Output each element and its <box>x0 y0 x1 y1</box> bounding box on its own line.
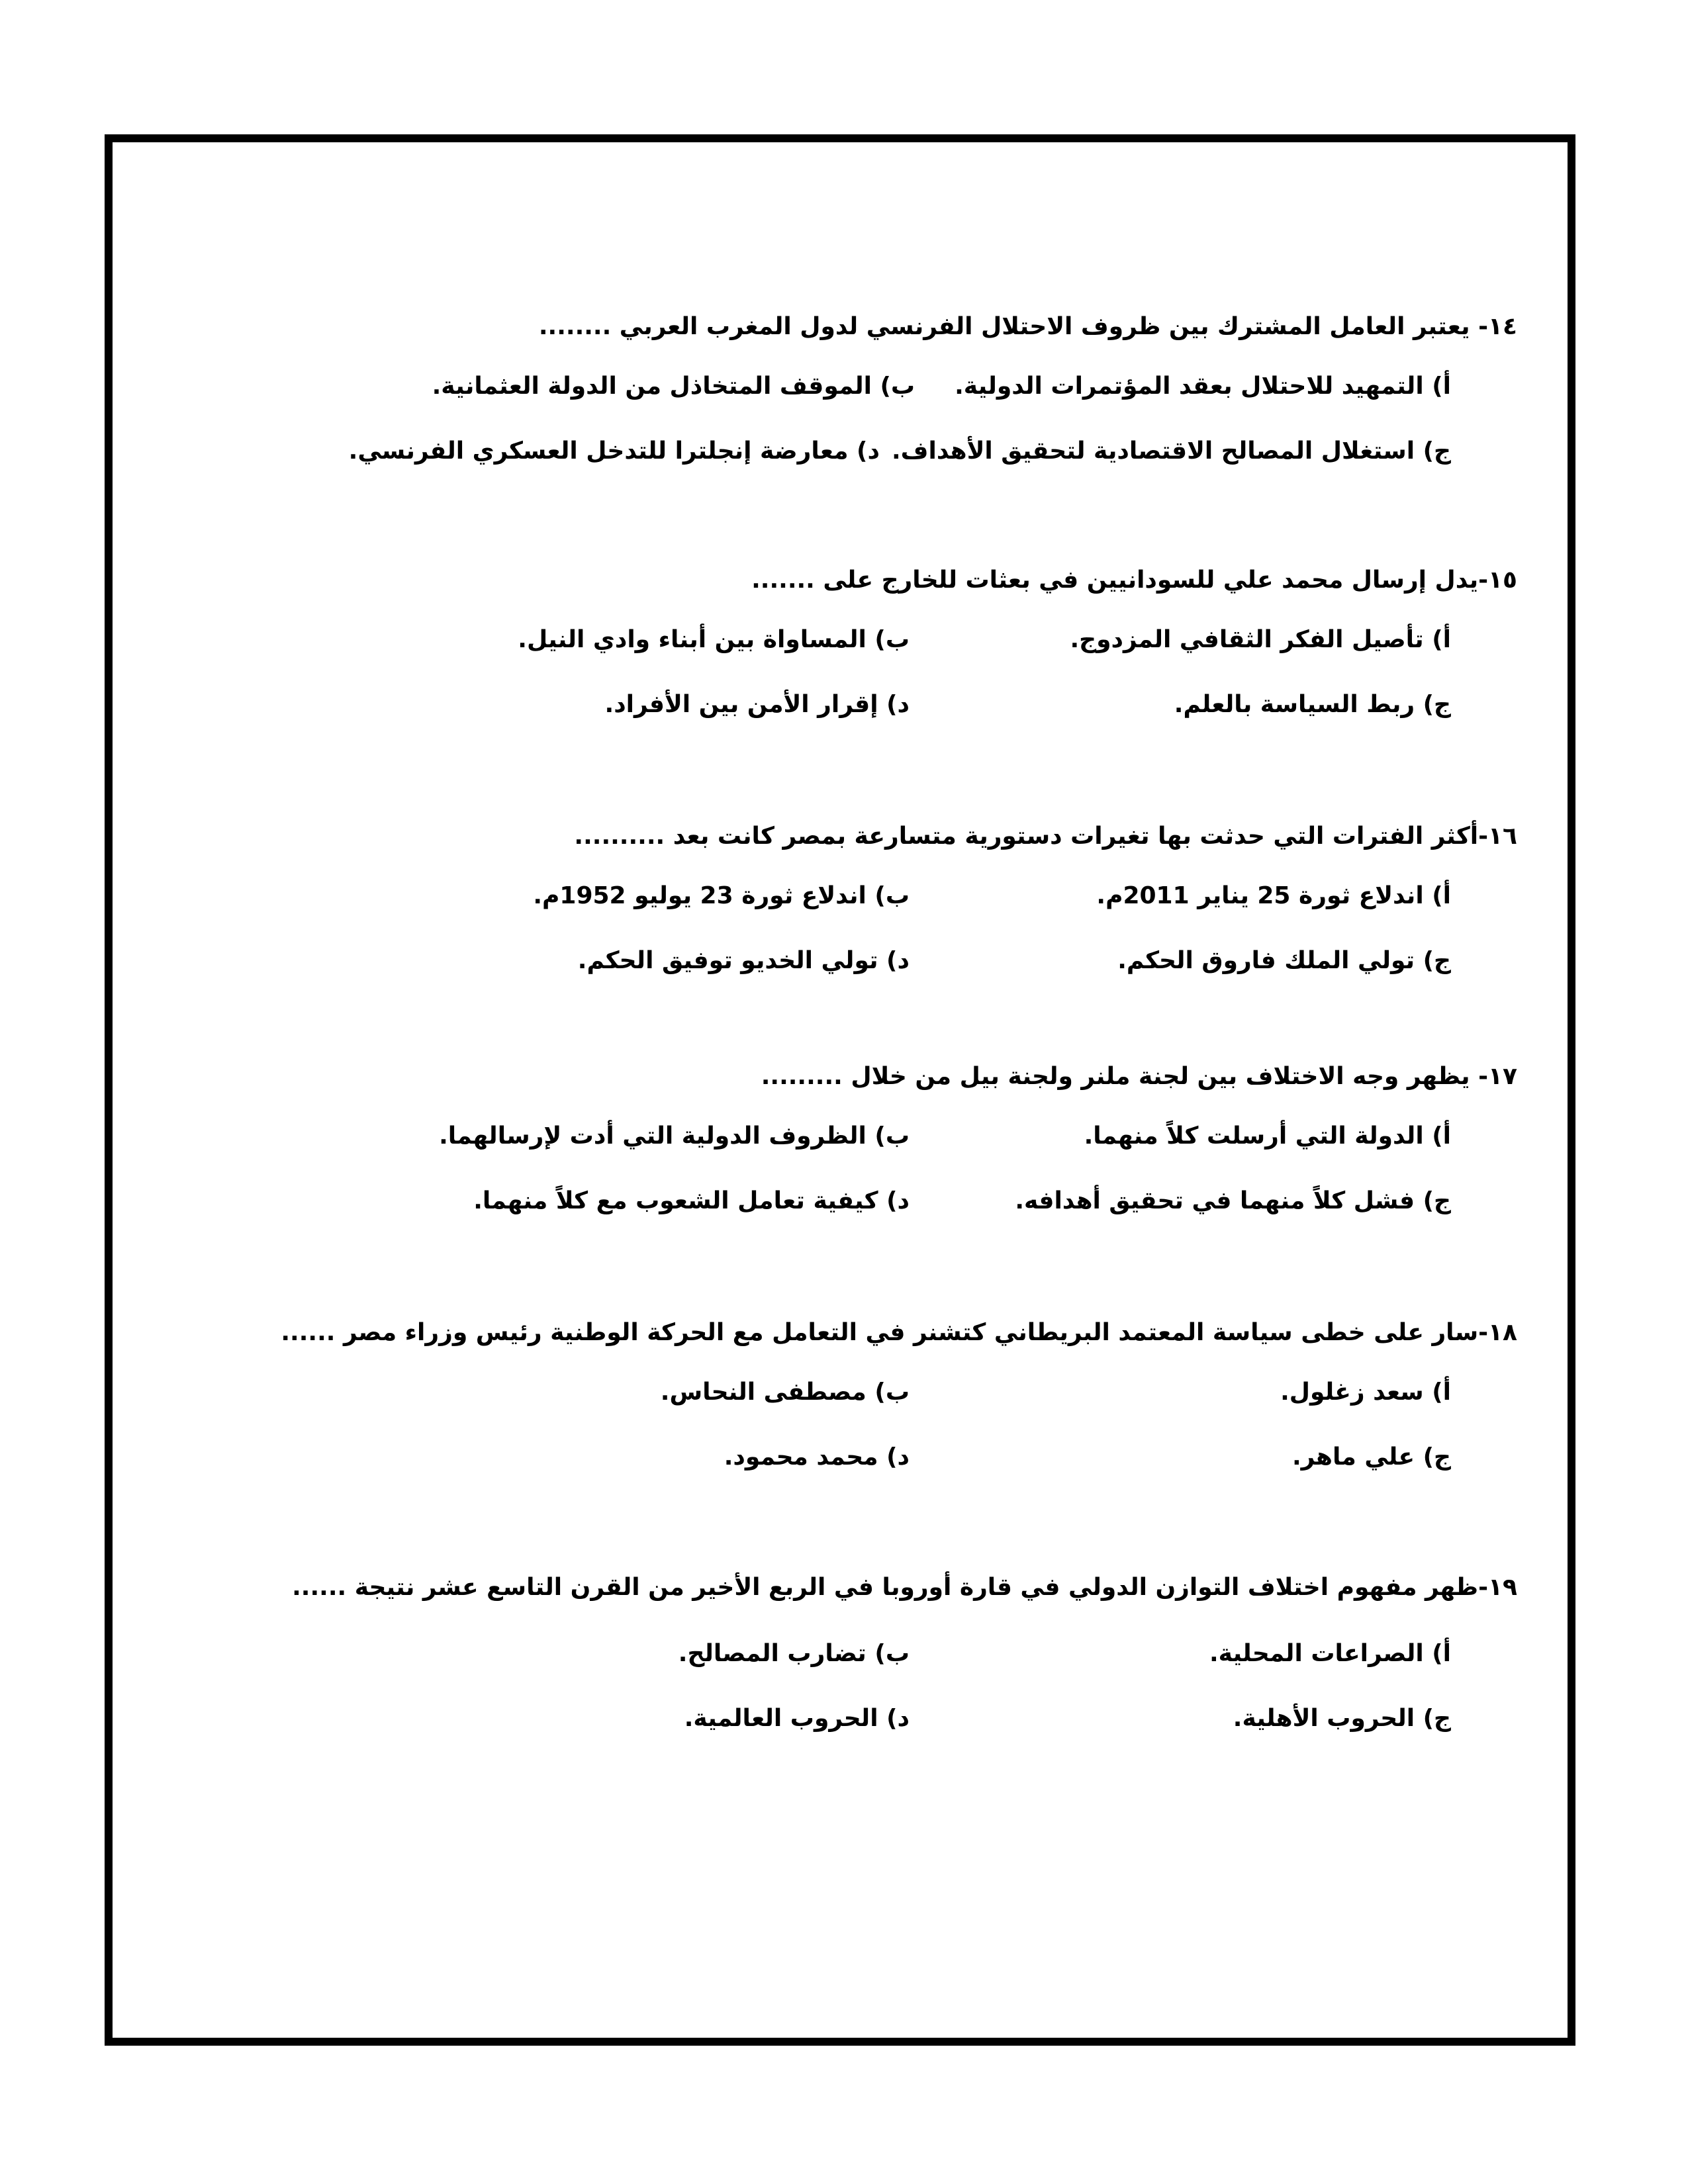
option-c[interactable]: ج) فشل كلاً منهما في تحقيق أهدافه. <box>1015 1187 1451 1214</box>
question-stem: ١٧- يظهر وجه الاختلاف بين لجنة ملنر ولجنة بيل من خلال ......... <box>761 1063 1517 1090</box>
option-b[interactable]: ب) المساواة بين أبناء وادي النيل. <box>518 626 910 653</box>
option-a[interactable]: أ) الصراعات المحلية. <box>1209 1640 1451 1667</box>
option-d[interactable]: د) تولي الخديو توفيق الحكم. <box>577 947 910 974</box>
option-b[interactable]: ب) اندلاع ثورة 23 يوليو 1952م. <box>533 882 910 909</box>
options-row-1 <box>132 624 1517 657</box>
options-row-1 <box>132 1638 1517 1671</box>
option-c[interactable]: ج) استغلال المصالح الاقتصادية لتحقيق الأهداف. <box>891 437 1451 465</box>
option-c[interactable]: ج) ربط السياسة بالعلم. <box>1174 691 1451 718</box>
option-c[interactable]: ج) الحروب الأهلية. <box>1233 1705 1451 1732</box>
options-row-2 <box>132 435 1517 469</box>
question-17 <box>132 1061 1517 1218</box>
options-row-1 <box>132 1120 1517 1154</box>
question-18 <box>132 1317 1517 1475</box>
option-a[interactable]: أ) الدولة التي أرسلت كلاً منهما. <box>1084 1122 1451 1150</box>
options-row-2 <box>132 1703 1517 1736</box>
option-b[interactable]: ب) مصطفى النحاس. <box>660 1379 910 1406</box>
option-c-d <box>349 435 1451 467</box>
option-a[interactable]: أ) التمهيد للاحتلال بعقد المؤتمرات الدولية. <box>955 373 1451 400</box>
option-a[interactable]: أ) اندلاع ثورة 25 يناير 2011م. <box>1096 882 1451 909</box>
option-c[interactable]: ج) علي ماهر. <box>1291 1443 1451 1471</box>
question-stem: ١٤- يعتبر العامل المشترك بين ظروف الاحتلال الفرنسي لدول المغرب العربي ........ <box>538 313 1517 340</box>
options-row-1 <box>132 1377 1517 1410</box>
question-stem: ١٥-يدل إرسال محمد علي للسودانيين في بعثات للخارج على ....... <box>751 567 1517 594</box>
question-16 <box>132 821 1517 978</box>
option-d[interactable]: د) كيفية تعامل الشعوب مع كلاً منهما. <box>473 1187 910 1214</box>
option-d[interactable]: د) معارضة إنجلترا للتدخل العسكري الفرنسي. <box>348 437 880 465</box>
option-d[interactable]: د) الحروب العالمية. <box>684 1705 910 1732</box>
option-d[interactable]: د) محمد محمود. <box>724 1443 910 1471</box>
option-a[interactable]: أ) تأصيل الفكر الثقافي المزدوج. <box>1070 626 1451 653</box>
question-14 <box>132 311 1517 469</box>
question-stem: ١٦-أكثر الفترات التي حدثت بها تغيرات دستورية متسارعة بمصر كانت بعد .......... <box>574 823 1517 850</box>
question-19 <box>132 1572 1517 1736</box>
options-row-2 <box>132 1441 1517 1475</box>
question-15 <box>132 565 1517 722</box>
question-stem: ١٩-ظهر مفهوم اختلاف التوازن الدولي في قارة أوروبا في الربع الأخير من القرن التاسع عشر نتيجة ...... <box>292 1574 1517 1601</box>
options-row-2 <box>132 1185 1517 1218</box>
option-c[interactable]: ج) تولي الملك فاروق الحكم. <box>1117 947 1451 974</box>
options-row-2 <box>132 689 1517 722</box>
options-row-2 <box>132 945 1517 978</box>
option-a[interactable]: أ) سعد زغلول. <box>1280 1379 1451 1406</box>
option-a-b <box>432 371 1451 402</box>
question-stem: ١٨-سار على خطى سياسة المعتمد البريطاني كتشنر في التعامل مع الحركة الوطنية رئيس وزراء مصر ...... <box>281 1319 1517 1346</box>
option-b[interactable]: ب) تضارب المصالح. <box>678 1640 910 1667</box>
option-b[interactable]: ب) الموقف المتخاذل من الدولة العثمانية. <box>432 373 915 400</box>
options-row-1 <box>132 371 1517 404</box>
option-b[interactable]: ب) الظروف الدولية التي أدت لإرسالهما. <box>439 1122 910 1150</box>
options-row-1 <box>132 880 1517 913</box>
option-d[interactable]: د) إقرار الأمن بين الأفراد. <box>604 691 910 718</box>
